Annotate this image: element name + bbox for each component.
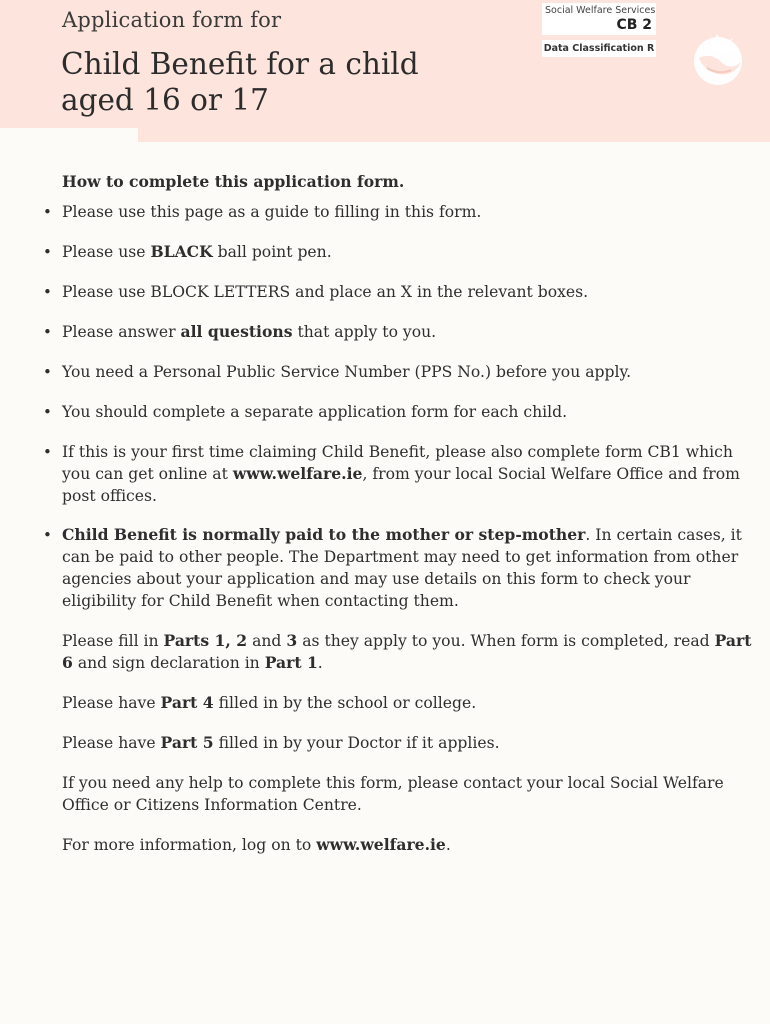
paragraph-emphasis: Part 5: [160, 733, 214, 752]
paragraph-text: and: [247, 632, 287, 650]
paragraph-text: Please have: [62, 694, 161, 712]
paragraph-text: filled in by the school or college.: [213, 694, 477, 712]
part5-paragraph: [62, 732, 762, 754]
list-item: [43, 361, 762, 383]
form-code: CB 2: [616, 17, 652, 33]
list-item-emphasis: all questions: [180, 322, 293, 341]
bullet-icon: •: [43, 283, 52, 301]
instructions-list: [43, 201, 762, 612]
bullet-icon: •: [43, 443, 52, 461]
paragraph-text: as they apply to you. When form is completed, read: [297, 632, 715, 650]
paragraph-emphasis: Part 4: [160, 693, 214, 712]
bullet-icon: •: [43, 243, 52, 261]
list-item: [43, 201, 762, 223]
list-item-text: , from your local Social Welfare Office and from post offices.: [62, 465, 740, 505]
parts-paragraph: [62, 630, 762, 674]
list-item: [43, 441, 762, 507]
list-item-emphasis: Child Benefit is normally paid to the mother or step-mother: [62, 525, 586, 544]
form-subtitle: Application form for: [62, 8, 282, 32]
form-title: Child Benefit for a child aged 16 or 17: [61, 47, 419, 117]
instructions-heading: How to complete this application form.: [62, 172, 405, 191]
list-item-text: If this is your first time claiming Child Benefit, please also complete form CB1 which you can get online at: [62, 443, 733, 483]
bullet-icon: •: [43, 203, 52, 221]
more-info-paragraph: [62, 834, 762, 856]
list-item-text: Please use BLOCK LETTERS and place an X in the relevant boxes.: [62, 283, 589, 301]
bullet-icon: •: [43, 323, 52, 341]
part4-paragraph: [62, 692, 762, 714]
instructions-section: [43, 171, 762, 874]
bullet-icon: •: [43, 363, 52, 381]
paragraph-text: Please have: [62, 734, 161, 752]
help-paragraph: If you need any help to complete this form, please contact your local Social Welfare Office or Citizens Information Centre.: [62, 774, 724, 814]
paragraph-text: and sign declaration in: [72, 654, 265, 672]
list-item: [43, 241, 762, 263]
form-code-box: [542, 3, 656, 35]
welfare-link-text: www.welfare.ie: [232, 464, 363, 483]
list-item-text: ball point pen.: [212, 243, 332, 261]
list-item-text: . In certain cases, it can be paid to other people. The Department may need to get information from other agencies about your application and may use details on this form to check your eligibility for Child Benefit when contacting them.: [62, 526, 742, 610]
list-item-text: Please use: [62, 243, 151, 261]
list-item: [43, 524, 762, 612]
data-classification: Data Classification R: [542, 40, 656, 57]
header-band-strip: [138, 128, 770, 142]
paragraph-emphasis: 3: [286, 631, 298, 650]
list-item-text: Please use this page as a guide to filling in this form.: [62, 203, 482, 221]
paragraph-text: .: [445, 836, 451, 854]
paragraph-text: For more information, log on to: [62, 836, 317, 854]
department-logo-icon: [687, 28, 749, 90]
list-item: [43, 401, 762, 423]
bullet-icon: •: [43, 403, 52, 421]
list-item: [43, 321, 762, 343]
paragraph-emphasis: Part 1: [264, 653, 318, 672]
paragraph-emphasis: Parts 1, 2: [163, 631, 248, 650]
welfare-link-text: www.welfare.ie: [316, 835, 446, 854]
paragraph-text: Please fill in: [62, 632, 164, 650]
list-item-text: You need a Personal Public Service Number (PPS No.) before you apply.: [62, 363, 632, 381]
organization-name: Social Welfare Services: [545, 5, 656, 16]
list-item-text: You should complete a separate application form for each child.: [62, 403, 568, 421]
list-item-text: that apply to you.: [292, 323, 437, 341]
bullet-icon: •: [43, 526, 52, 544]
paragraph-emphasis: Part 6: [62, 631, 752, 672]
paragraph-text: .: [317, 654, 323, 672]
list-item-text: Please answer: [62, 323, 181, 341]
list-item: [43, 281, 762, 303]
list-item-emphasis: BLACK: [150, 242, 213, 261]
paragraph-text: filled in by your Doctor if it applies.: [213, 734, 500, 752]
